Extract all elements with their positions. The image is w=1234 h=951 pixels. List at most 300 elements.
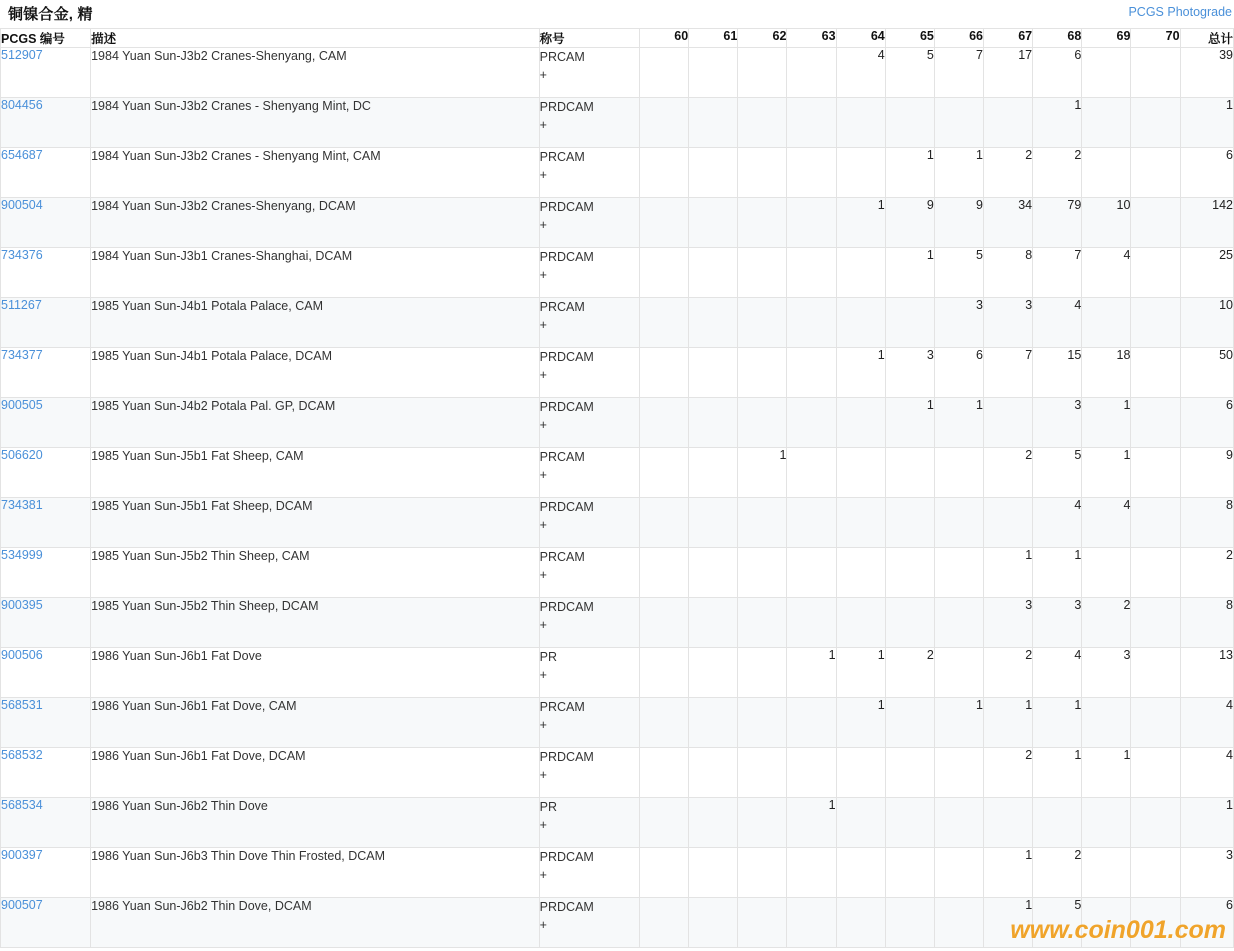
cell-grade-62 [738,548,787,598]
cell-grade-69: 3 [1082,648,1131,698]
pcgs-number-link[interactable]: 511267 [1,298,42,312]
cell-grade-65: 2 [885,648,934,698]
cell-pcgs-number [1,598,91,648]
cell-grade-60 [640,248,689,298]
cell-grade-62 [738,848,787,898]
cell-grade-69 [1082,848,1131,898]
cell-grade-60 [640,548,689,598]
cell-description: 1985 Yuan Sun-J5b2 Thin Sheep, CAM [91,548,540,598]
cell-description: 1986 Yuan Sun-J6b2 Thin Dove [91,798,540,848]
cell-grade-66 [934,898,983,948]
designation-plus: + [539,68,547,83]
table-header-row [1,29,1234,48]
cell-grade-67 [984,798,1033,848]
cell-grade-65 [885,98,934,148]
pcgs-number-link[interactable]: 900395 [1,598,43,612]
page-header [0,0,1234,28]
column-header-pcgs-number: PCGS 编号 [1,29,91,48]
cell-grade-64 [836,248,885,298]
designation-plus: + [539,118,547,133]
pcgs-number-link[interactable]: 900397 [1,848,43,862]
cell-designation [539,298,639,348]
cell-designation [539,598,639,648]
cell-grade-70 [1131,848,1180,898]
column-header-description: 描述 [91,29,540,48]
table-row [1,548,1234,598]
cell-grade-66 [934,98,983,148]
cell-grade-67 [984,398,1033,448]
cell-grade-65 [885,748,934,798]
cell-grade-65: 5 [885,48,934,98]
cell-pcgs-number [1,248,91,298]
cell-grade-63 [787,298,836,348]
cell-grade-62 [738,748,787,798]
cell-grade-68: 1 [1033,698,1082,748]
pcgs-number-link[interactable]: 654687 [1,148,43,162]
cell-grade-68: 1 [1033,548,1082,598]
cell-grade-61 [689,698,738,748]
cell-grade-69: 1 [1082,398,1131,448]
cell-grade-70 [1131,248,1180,298]
designation-plus: + [539,818,547,833]
cell-total: 8 [1180,498,1233,548]
designation-label: PR [539,800,558,814]
cell-grade-63 [787,398,836,448]
cell-grade-68: 15 [1033,348,1082,398]
designation-label: PRDCAM [539,850,594,864]
designation-label: PRCAM [539,550,585,564]
cell-grade-66 [934,648,983,698]
table-row [1,698,1234,748]
cell-grade-63 [787,748,836,798]
column-header-grade-60: 60 [640,29,689,48]
cell-grade-62 [738,198,787,248]
cell-grade-60 [640,748,689,798]
cell-grade-65 [885,798,934,848]
table-row [1,248,1234,298]
cell-pcgs-number [1,498,91,548]
designation-plus: + [539,868,547,883]
cell-grade-69: 4 [1082,498,1131,548]
cell-total: 50 [1180,348,1233,398]
cell-total: 39 [1180,48,1233,98]
cell-grade-64 [836,498,885,548]
cell-grade-61 [689,348,738,398]
cell-grade-70 [1131,798,1180,848]
cell-grade-65 [885,548,934,598]
cell-grade-67: 2 [984,648,1033,698]
table-row [1,848,1234,898]
cell-grade-61 [689,298,738,348]
cell-grade-68: 3 [1033,598,1082,648]
cell-description: 1986 Yuan Sun-J6b3 Thin Dove Thin Frosted, DCAM [91,848,540,898]
pcgs-number-link[interactable]: 506620 [1,448,43,462]
cell-grade-67: 1 [984,548,1033,598]
column-header-grade-67: 67 [984,29,1033,48]
cell-grade-63: 1 [787,798,836,848]
cell-grade-69 [1082,898,1131,948]
designation-plus: + [539,918,547,933]
cell-description: 1984 Yuan Sun-J3b2 Cranes-Shenyang, CAM [91,48,540,98]
cell-grade-63 [787,248,836,298]
cell-grade-64 [836,798,885,848]
table-row [1,498,1234,548]
cell-grade-64 [836,848,885,898]
table-row [1,48,1234,98]
cell-grade-68: 2 [1033,148,1082,198]
cell-description: 1986 Yuan Sun-J6b1 Fat Dove, DCAM [91,748,540,798]
cell-grade-61 [689,448,738,498]
designation-label: PRDCAM [539,100,594,114]
cell-grade-61 [689,548,738,598]
cell-designation [539,648,639,698]
column-header-grade-69: 69 [1082,29,1131,48]
cell-grade-65 [885,298,934,348]
cell-grade-67: 3 [984,598,1033,648]
cell-total: 10 [1180,298,1233,348]
designation-label: PRCAM [539,450,585,464]
cell-grade-70 [1131,548,1180,598]
cell-grade-69: 4 [1082,248,1131,298]
cell-pcgs-number [1,148,91,198]
table-body [1,48,1234,948]
cell-grade-60 [640,698,689,748]
cell-grade-68: 7 [1033,248,1082,298]
cell-grade-63: 1 [787,648,836,698]
cell-grade-66: 1 [934,148,983,198]
table-row [1,398,1234,448]
cell-grade-65: 1 [885,248,934,298]
pcgs-number-link[interactable]: 534999 [1,548,43,562]
cell-grade-60 [640,148,689,198]
cell-grade-66 [934,748,983,798]
cell-grade-60 [640,848,689,898]
cell-grade-70 [1131,698,1180,748]
cell-grade-65: 9 [885,198,934,248]
cell-pcgs-number [1,348,91,398]
cell-grade-62 [738,648,787,698]
pcgs-number-link[interactable]: 900505 [1,398,43,412]
cell-grade-67 [984,498,1033,548]
cell-grade-70 [1131,898,1180,948]
cell-grade-62 [738,248,787,298]
cell-grade-60 [640,448,689,498]
cell-grade-69: 10 [1082,198,1131,248]
column-header-grade-66: 66 [934,29,983,48]
column-header-grade-64: 64 [836,29,885,48]
designation-label: PRDCAM [539,500,594,514]
cell-total: 1 [1180,798,1233,848]
cell-grade-64 [836,598,885,648]
cell-pcgs-number [1,298,91,348]
cell-grade-66: 1 [934,398,983,448]
table-row [1,198,1234,248]
cell-description: 1986 Yuan Sun-J6b1 Fat Dove [91,648,540,698]
cell-grade-64 [836,898,885,948]
cell-description: 1984 Yuan Sun-J3b2 Cranes - Shenyang Mint, CAM [91,148,540,198]
cell-grade-63 [787,348,836,398]
pcgs-number-link[interactable]: 568534 [1,798,43,812]
cell-grade-62 [738,398,787,448]
cell-grade-64 [836,298,885,348]
cell-pcgs-number [1,798,91,848]
cell-grade-70 [1131,348,1180,398]
cell-grade-61 [689,498,738,548]
cell-grade-68: 79 [1033,198,1082,248]
cell-grade-69: 18 [1082,348,1131,398]
cell-grade-66 [934,598,983,648]
designation-plus: + [539,468,547,483]
designation-plus: + [539,568,547,583]
designation-label: PRDCAM [539,350,594,364]
cell-grade-67: 3 [984,298,1033,348]
designation-plus: + [539,268,547,283]
cell-grade-66 [934,448,983,498]
cell-grade-70 [1131,598,1180,648]
cell-designation [539,198,639,248]
cell-grade-69 [1082,548,1131,598]
cell-grade-68 [1033,798,1082,848]
cell-pcgs-number [1,698,91,748]
cell-grade-68: 4 [1033,648,1082,698]
column-header-grade-65: 65 [885,29,934,48]
pcgs-photograde-link[interactable]: PCGS Photograde [1128,5,1232,19]
cell-grade-67: 2 [984,448,1033,498]
cell-grade-63 [787,198,836,248]
cell-grade-64: 4 [836,48,885,98]
cell-grade-68: 1 [1033,748,1082,798]
cell-grade-68: 5 [1033,448,1082,498]
table-row [1,648,1234,698]
cell-designation [539,748,639,798]
cell-grade-66: 1 [934,698,983,748]
cell-grade-60 [640,898,689,948]
pcgs-number-link[interactable]: 568531 [1,698,43,712]
cell-pcgs-number [1,648,91,698]
cell-grade-67: 2 [984,148,1033,198]
cell-total: 6 [1180,398,1233,448]
pcgs-number-link[interactable]: 900507 [1,898,43,912]
table-row [1,898,1234,948]
table-row [1,148,1234,198]
cell-grade-68: 5 [1033,898,1082,948]
designation-label: PRCAM [539,150,585,164]
cell-grade-61 [689,748,738,798]
designation-plus: + [539,168,547,183]
table-row [1,598,1234,648]
cell-grade-65 [885,498,934,548]
cell-grade-63 [787,48,836,98]
cell-grade-69: 1 [1082,448,1131,498]
site-watermark: www.coin001.com [1010,916,1226,944]
cell-total: 1 [1180,98,1233,148]
cell-grade-70 [1131,198,1180,248]
column-header-grade-62: 62 [738,29,787,48]
designation-plus: + [539,518,547,533]
cell-grade-62: 1 [738,448,787,498]
table-row [1,448,1234,498]
cell-designation [539,548,639,598]
cell-grade-63 [787,448,836,498]
pcgs-number-link[interactable]: 734381 [1,498,43,512]
cell-grade-66: 7 [934,48,983,98]
column-header-grade-63: 63 [787,29,836,48]
pcgs-number-link[interactable]: 734377 [1,348,43,362]
table-row [1,298,1234,348]
cell-total: 3 [1180,848,1233,898]
cell-description: 1985 Yuan Sun-J4b2 Potala Pal. GP, DCAM [91,398,540,448]
designation-label: PRDCAM [539,750,594,764]
cell-grade-68: 4 [1033,298,1082,348]
cell-designation [539,148,639,198]
cell-total: 9 [1180,448,1233,498]
cell-grade-69 [1082,148,1131,198]
pcgs-number-link[interactable]: 804456 [1,98,43,112]
cell-description: 1985 Yuan Sun-J4b1 Potala Palace, DCAM [91,348,540,398]
designation-label: PRCAM [539,700,585,714]
cell-grade-69: 1 [1082,748,1131,798]
cell-grade-64 [836,98,885,148]
cell-grade-65 [885,698,934,748]
cell-grade-64: 1 [836,698,885,748]
cell-grade-63 [787,598,836,648]
designation-plus: + [539,618,547,633]
cell-grade-67: 7 [984,348,1033,398]
column-header-total: 总计 [1180,29,1233,48]
cell-description: 1984 Yuan Sun-J3b2 Cranes - Shenyang Mint, DC [91,98,540,148]
cell-grade-66 [934,798,983,848]
cell-designation [539,798,639,848]
cell-pcgs-number [1,198,91,248]
cell-grade-61 [689,48,738,98]
cell-description: 1985 Yuan Sun-J5b2 Thin Sheep, DCAM [91,598,540,648]
pcgs-number-link[interactable]: 900504 [1,198,43,212]
cell-grade-61 [689,648,738,698]
cell-grade-66 [934,848,983,898]
cell-grade-61 [689,148,738,198]
table-row [1,98,1234,148]
designation-plus: + [539,418,547,433]
cell-grade-69 [1082,98,1131,148]
cell-designation [539,348,639,398]
cell-grade-69: 2 [1082,598,1131,648]
cell-total: 8 [1180,598,1233,648]
table-row [1,348,1234,398]
cell-grade-62 [738,698,787,748]
cell-grade-62 [738,598,787,648]
cell-grade-67 [984,98,1033,148]
cell-grade-62 [738,798,787,848]
column-header-grade-70: 70 [1131,29,1180,48]
cell-description: 1985 Yuan Sun-J4b1 Potala Palace, CAM [91,298,540,348]
designation-label: PRDCAM [539,400,594,414]
cell-grade-68: 3 [1033,398,1082,448]
cell-grade-63 [787,698,836,748]
cell-grade-66 [934,548,983,598]
cell-grade-67: 1 [984,698,1033,748]
cell-pcgs-number [1,398,91,448]
cell-designation [539,248,639,298]
page-title: 铜镍合金, 精 [8,6,93,23]
cell-grade-61 [689,248,738,298]
cell-grade-63 [787,498,836,548]
column-header-designation: 称号 [539,29,639,48]
cell-grade-60 [640,648,689,698]
cell-description: 1984 Yuan Sun-J3b2 Cranes-Shenyang, DCAM [91,198,540,248]
cell-total: 142 [1180,198,1233,248]
cell-grade-68: 4 [1033,498,1082,548]
cell-pcgs-number [1,898,91,948]
table-row [1,798,1234,848]
designation-label: PRDCAM [539,600,594,614]
cell-grade-70 [1131,298,1180,348]
cell-grade-61 [689,98,738,148]
cell-grade-60 [640,498,689,548]
cell-grade-68: 2 [1033,848,1082,898]
cell-grade-70 [1131,148,1180,198]
cell-grade-67: 1 [984,898,1033,948]
cell-grade-62 [738,148,787,198]
cell-pcgs-number [1,548,91,598]
cell-grade-64 [836,148,885,198]
cell-pcgs-number [1,98,91,148]
designation-plus: + [539,768,547,783]
cell-pcgs-number [1,448,91,498]
cell-grade-63 [787,98,836,148]
pcgs-number-link[interactable]: 900506 [1,648,43,662]
cell-grade-65: 1 [885,398,934,448]
cell-designation [539,498,639,548]
cell-grade-62 [738,348,787,398]
pcgs-number-link[interactable]: 734376 [1,248,43,262]
cell-grade-69 [1082,48,1131,98]
designation-plus: + [539,218,547,233]
cell-pcgs-number [1,848,91,898]
cell-grade-61 [689,798,738,848]
designation-label: PRDCAM [539,250,594,264]
cell-grade-70 [1131,748,1180,798]
cell-grade-61 [689,398,738,448]
population-table [0,28,1234,948]
cell-grade-66: 5 [934,248,983,298]
cell-grade-60 [640,598,689,648]
cell-grade-64 [836,448,885,498]
cell-grade-66: 6 [934,348,983,398]
column-header-grade-61: 61 [689,29,738,48]
cell-grade-69 [1082,798,1131,848]
cell-grade-62 [738,898,787,948]
cell-grade-69 [1082,698,1131,748]
cell-description: 1984 Yuan Sun-J3b1 Cranes-Shanghai, DCAM [91,248,540,298]
cell-grade-65 [885,848,934,898]
cell-total: 4 [1180,698,1233,748]
cell-grade-67: 34 [984,198,1033,248]
cell-grade-60 [640,798,689,848]
table-row [1,748,1234,798]
cell-total: 6 [1180,148,1233,198]
cell-designation [539,848,639,898]
cell-grade-60 [640,298,689,348]
cell-grade-67: 1 [984,848,1033,898]
cell-description: 1985 Yuan Sun-J5b1 Fat Sheep, DCAM [91,498,540,548]
cell-grade-64: 1 [836,198,885,248]
pcgs-number-link[interactable]: 568532 [1,748,43,762]
pcgs-number-link[interactable]: 512907 [1,48,43,62]
cell-grade-64 [836,398,885,448]
cell-grade-69 [1082,298,1131,348]
cell-grade-65: 3 [885,348,934,398]
cell-total: 2 [1180,548,1233,598]
